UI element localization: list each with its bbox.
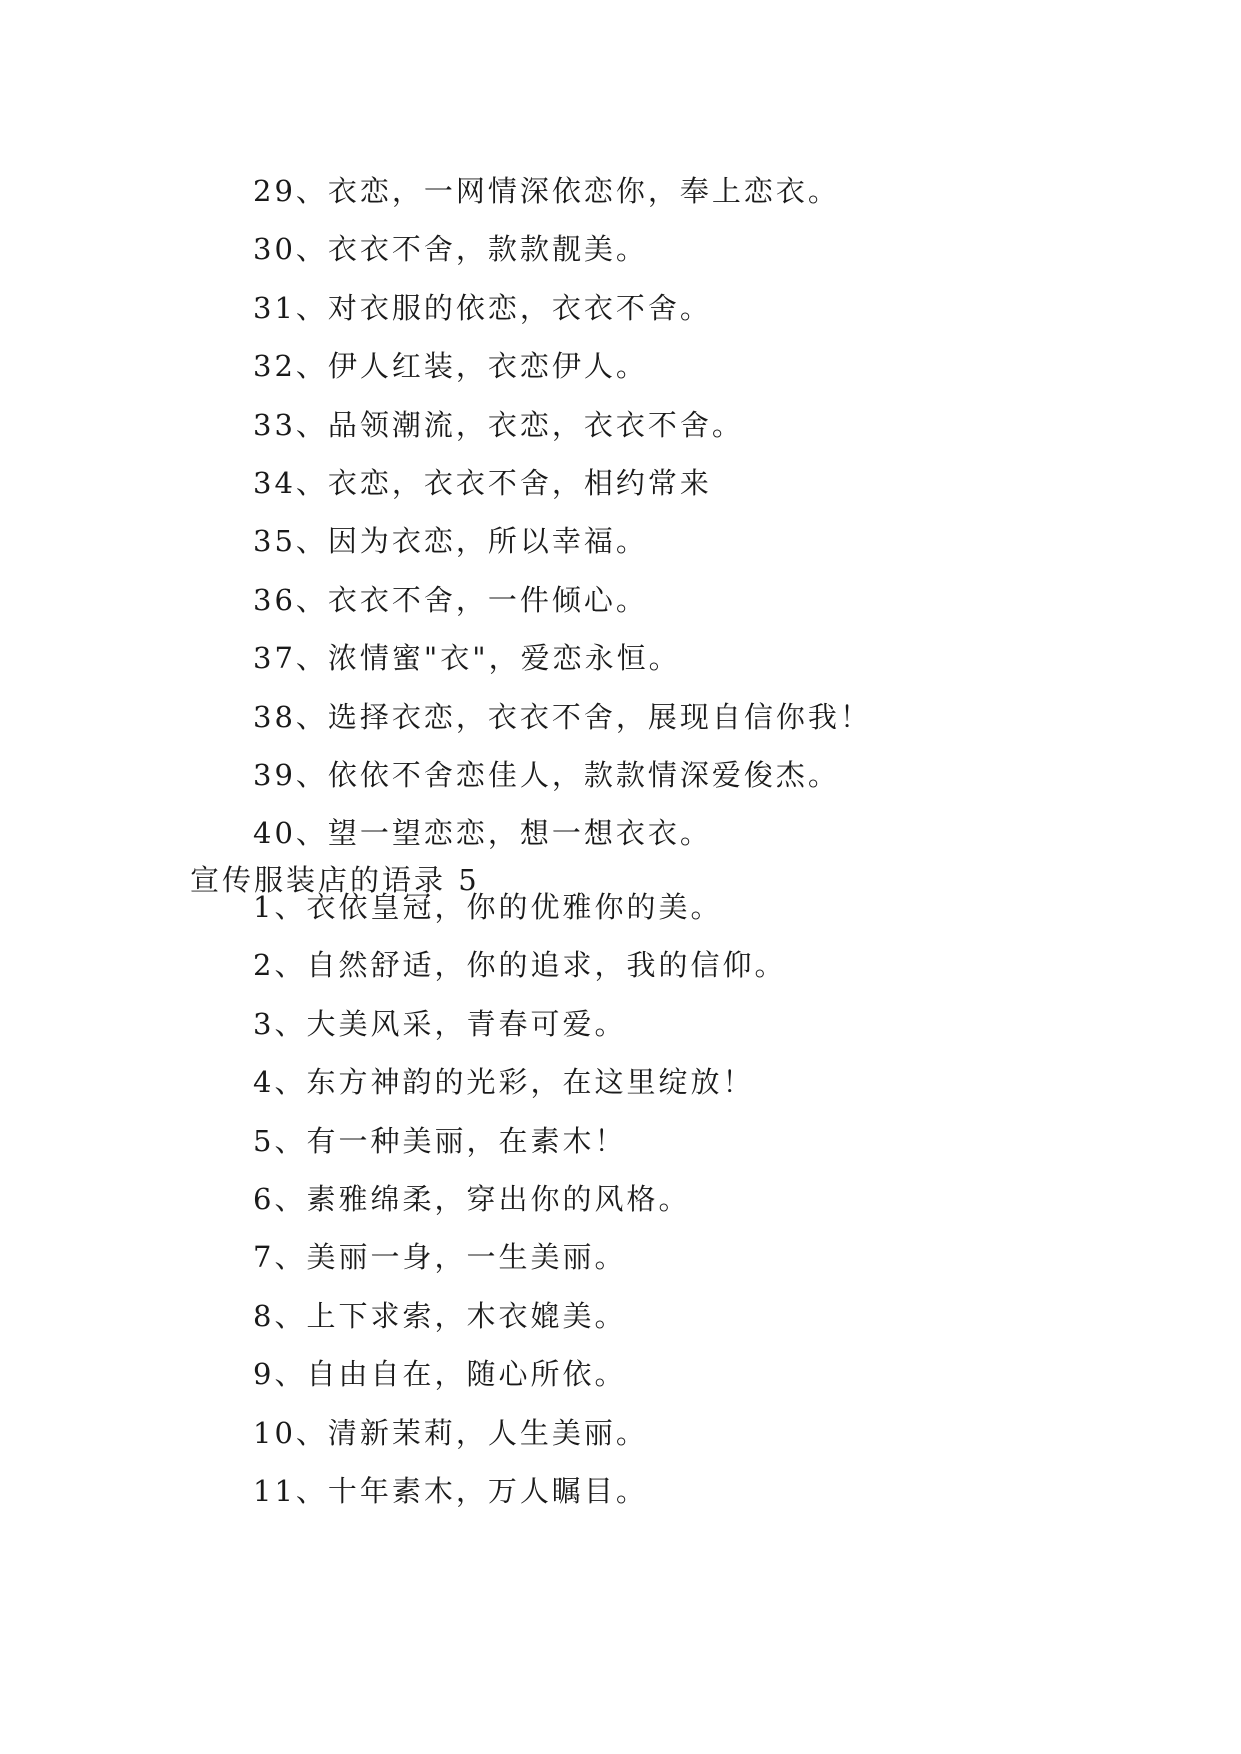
list-item: 2、自然舒适，你的追求，我的信仰。 [253, 948, 787, 983]
list-item: 11、十年素木，万人瞩目。 [253, 1473, 648, 1508]
list-item: 6、素雅绵柔，穿出你的风格。 [253, 1181, 691, 1216]
list-item: 7、美丽一身，一生美丽。 [253, 1240, 627, 1275]
list-item: 1、衣依皇冠，你的优雅你的美。 [253, 890, 723, 924]
list-item: 38、选择衣恋，衣衣不舍，展现自信你我！ [253, 699, 872, 734]
list-item: 29、衣恋，一网情深依恋你，奉上恋衣。 [253, 174, 840, 208]
list-item: 30、衣衣不舍，款款靓美。 [253, 232, 648, 267]
list-item: 4、东方神韵的光彩，在这里绽放！ [253, 1065, 755, 1100]
list-item: 36、衣衣不舍，一件倾心。 [253, 582, 648, 617]
list-item: 32、伊人红装，衣恋伊人。 [253, 349, 648, 384]
list-item: 9、自由自在，随心所依。 [253, 1357, 627, 1392]
list-item: 10、清新茉莉，人生美丽。 [253, 1415, 648, 1450]
list-item: 3、大美风采，青春可爱。 [253, 1006, 627, 1041]
list-item: 5、有一种美丽，在素木！ [253, 1123, 627, 1158]
list-item: 40、望一望恋恋，想一想衣衣。 [253, 816, 712, 851]
list-item: 31、对衣服的依恋，衣衣不舍。 [253, 290, 712, 325]
list-item: 35、因为衣恋，所以幸福。 [253, 524, 648, 559]
section-heading: 宣传服装店的语录 5 [190, 863, 480, 897]
slogan-list-first [0, 162, 1241, 863]
list-item: 37、浓情蜜"衣"，爱恋永恒。 [253, 641, 681, 676]
list-item: 8、上下求索，木衣媲美。 [253, 1298, 627, 1333]
list-item: 39、依依不舍恋佳人，款款情深爱俊杰。 [253, 757, 840, 792]
slogan-list-second [0, 878, 1241, 1520]
list-item: 33、品领潮流，衣恋，衣衣不舍。 [253, 407, 744, 442]
list-item: 34、衣恋，衣衣不舍，相约常来 [253, 465, 712, 500]
